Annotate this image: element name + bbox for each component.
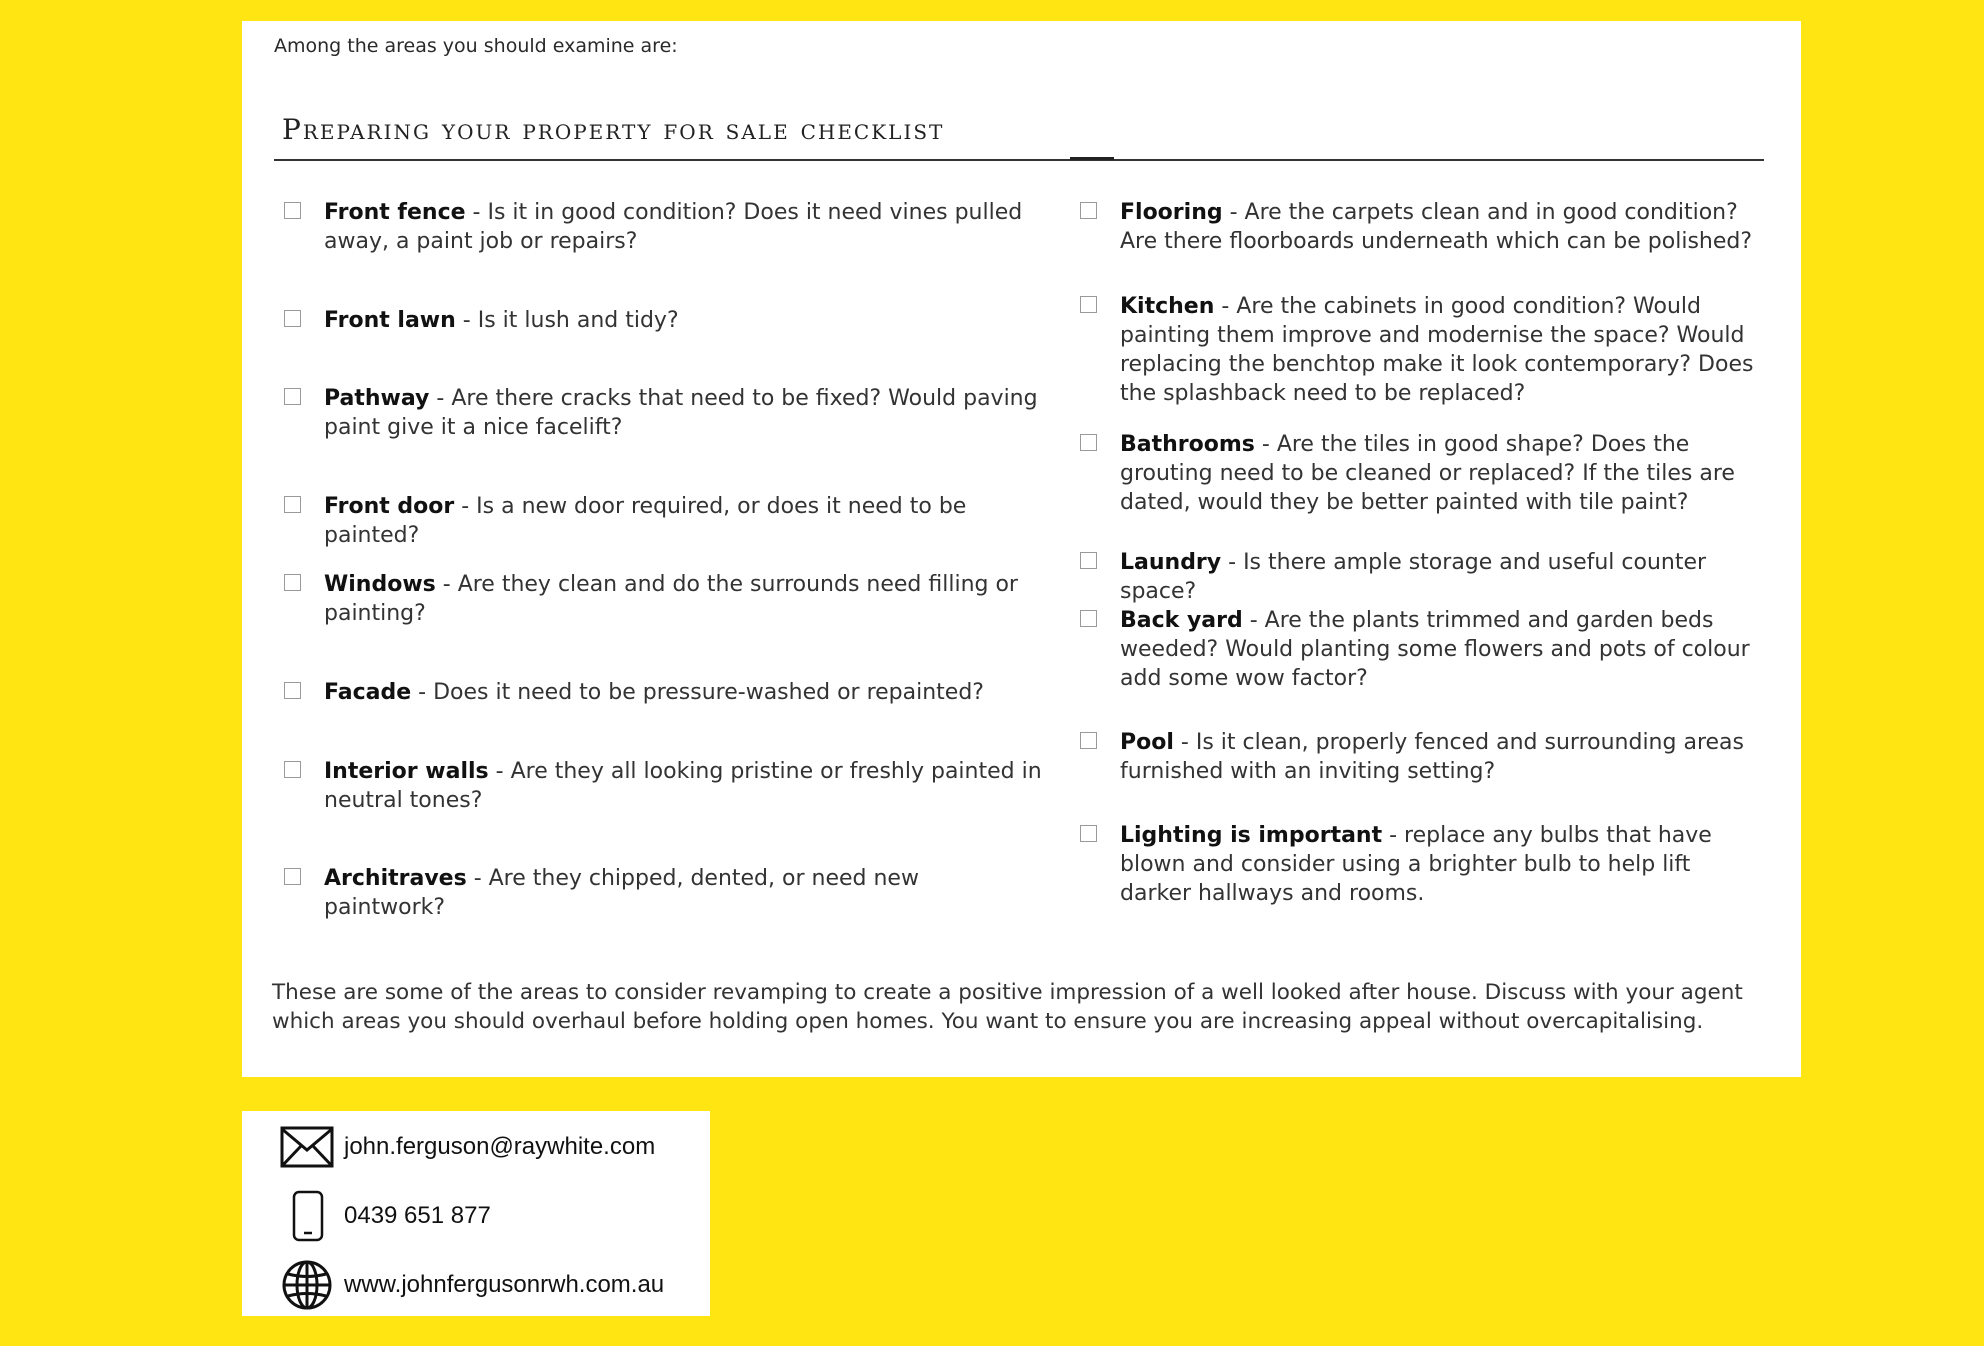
contact-card [242, 1111, 710, 1316]
checkbox[interactable] [1080, 552, 1097, 569]
checklist-item-windows[interactable] [284, 570, 1044, 628]
item-term: Front fence [324, 200, 466, 225]
item-term: Laundry [1120, 550, 1222, 575]
checklist-item-interior-walls[interactable] [284, 757, 1044, 815]
checkbox[interactable] [1080, 434, 1097, 451]
checklist-item-front-lawn[interactable] [284, 306, 1044, 335]
item-term: Back yard [1120, 608, 1243, 633]
checklist-item-bathrooms[interactable] [1080, 430, 1760, 517]
item-description: - Are the tiles in good shape? Does the grouting need to be cleaned or replaced? If the tiles are dated, would they be better painted with tile paint? [1120, 432, 1735, 515]
checklist-item-front-fence[interactable] [284, 198, 1044, 256]
item-term: Pathway [324, 386, 430, 411]
checklist-item-back-yard[interactable] [1080, 606, 1760, 693]
item-description: - Is it lush and tidy? [455, 308, 679, 333]
checklist-heading: Preparing your property for sale checklist [282, 113, 945, 146]
checklist-item-facade[interactable] [284, 678, 1044, 707]
checkbox[interactable] [1080, 610, 1097, 627]
contact-phone-row[interactable] [280, 1190, 491, 1242]
item-term: Kitchen [1120, 294, 1215, 319]
checklist-item-lighting[interactable] [1080, 821, 1760, 908]
closing-paragraph: These are some of the areas to consider revamping to create a positive impression of a well looked after house. Discuss with your agent which areas you should overhaul before holding open homes. You want to ensure you are increasing appeal without overcapitalising. [272, 980, 1743, 1034]
checkbox[interactable] [1080, 296, 1097, 313]
item-description: - Is there ample storage and useful counter space? [1120, 550, 1707, 604]
checklist-item-flooring[interactable] [1080, 198, 1760, 256]
contact-website[interactable]: www.johnfergusonrwh.com.au [344, 1271, 665, 1298]
contact-email[interactable]: john.ferguson@raywhite.com [344, 1133, 656, 1160]
checkbox[interactable] [284, 868, 301, 885]
item-term: Interior walls [324, 759, 489, 784]
heading-divider-accent [1070, 157, 1114, 160]
item-term: Lighting is important [1120, 823, 1383, 848]
item-description: - Are they all looking pristine or freshly painted in neutral tones? [324, 759, 1042, 813]
item-description: - Are they chipped, dented, or need new paintwork? [324, 866, 919, 920]
item-description: - Are the carpets clean and in good condition? Are there floorboards underneath which can be polished? [1120, 200, 1753, 254]
contact-phone[interactable]: 0439 651 877 [344, 1202, 491, 1229]
checkbox[interactable] [284, 310, 301, 327]
item-description: - Does it need to be pressure-washed or repainted? [411, 680, 984, 705]
item-term: Windows [324, 572, 436, 597]
item-description: - Are there cracks that need to be fixed? Would paving paint give it a nice facelift? [324, 386, 1038, 440]
checklist-sheet [242, 21, 1801, 1077]
contact-website-row[interactable] [280, 1259, 664, 1311]
checklist-item-pool[interactable] [1080, 728, 1760, 786]
item-description: - Is a new door required, or does it need to be painted? [324, 494, 967, 548]
checkbox[interactable] [1080, 202, 1097, 219]
contact-email-row[interactable] [280, 1121, 655, 1173]
checkbox[interactable] [284, 202, 301, 219]
checklist-item-front-door[interactable] [284, 492, 1044, 550]
item-description: - Are the plants trimmed and garden beds weeded? Would planting some flowers and pots of colour add some wow factor? [1120, 608, 1750, 691]
checkbox[interactable] [284, 388, 301, 405]
checklist-item-kitchen[interactable] [1080, 292, 1760, 408]
item-description: - Is it in good condition? Does it need vines pulled away, a paint job or repairs? [324, 200, 1023, 254]
item-description: - replace any bulbs that have blown and consider using a brighter bulb to help lift darker hallways and rooms. [1120, 823, 1712, 906]
item-term: Bathrooms [1120, 432, 1255, 457]
item-term: Architraves [324, 866, 467, 891]
item-term: Front lawn [324, 308, 456, 333]
item-description: - Is it clean, properly fenced and surrounding areas furnished with an inviting setting? [1120, 730, 1744, 784]
checkbox[interactable] [284, 682, 301, 699]
checklist-item-architraves[interactable] [284, 864, 1044, 922]
item-description: - Are they clean and do the surrounds need filling or painting? [324, 572, 1018, 626]
intro-text: Among the areas you should examine are: [274, 35, 678, 57]
checkbox[interactable] [284, 761, 301, 778]
envelope-icon [280, 1121, 336, 1173]
checkbox[interactable] [1080, 732, 1097, 749]
mobile-phone-icon [280, 1190, 336, 1242]
heading-divider [274, 159, 1764, 161]
item-term: Facade [324, 680, 412, 705]
item-description: - Are the cabinets in good condition? Would painting them improve and modernise the space? Would replacing the benchtop make it look contemporary? Does the splashback need to be replaced? [1120, 294, 1754, 406]
checkbox[interactable] [1080, 825, 1097, 842]
item-term: Pool [1120, 730, 1174, 755]
item-term: Flooring [1120, 200, 1223, 225]
checklist-item-pathway[interactable] [284, 384, 1044, 442]
checkbox[interactable] [284, 574, 301, 591]
item-term: Front door [324, 494, 455, 519]
checkbox[interactable] [284, 496, 301, 513]
checklist-item-laundry[interactable] [1080, 548, 1760, 606]
globe-icon [280, 1259, 336, 1311]
